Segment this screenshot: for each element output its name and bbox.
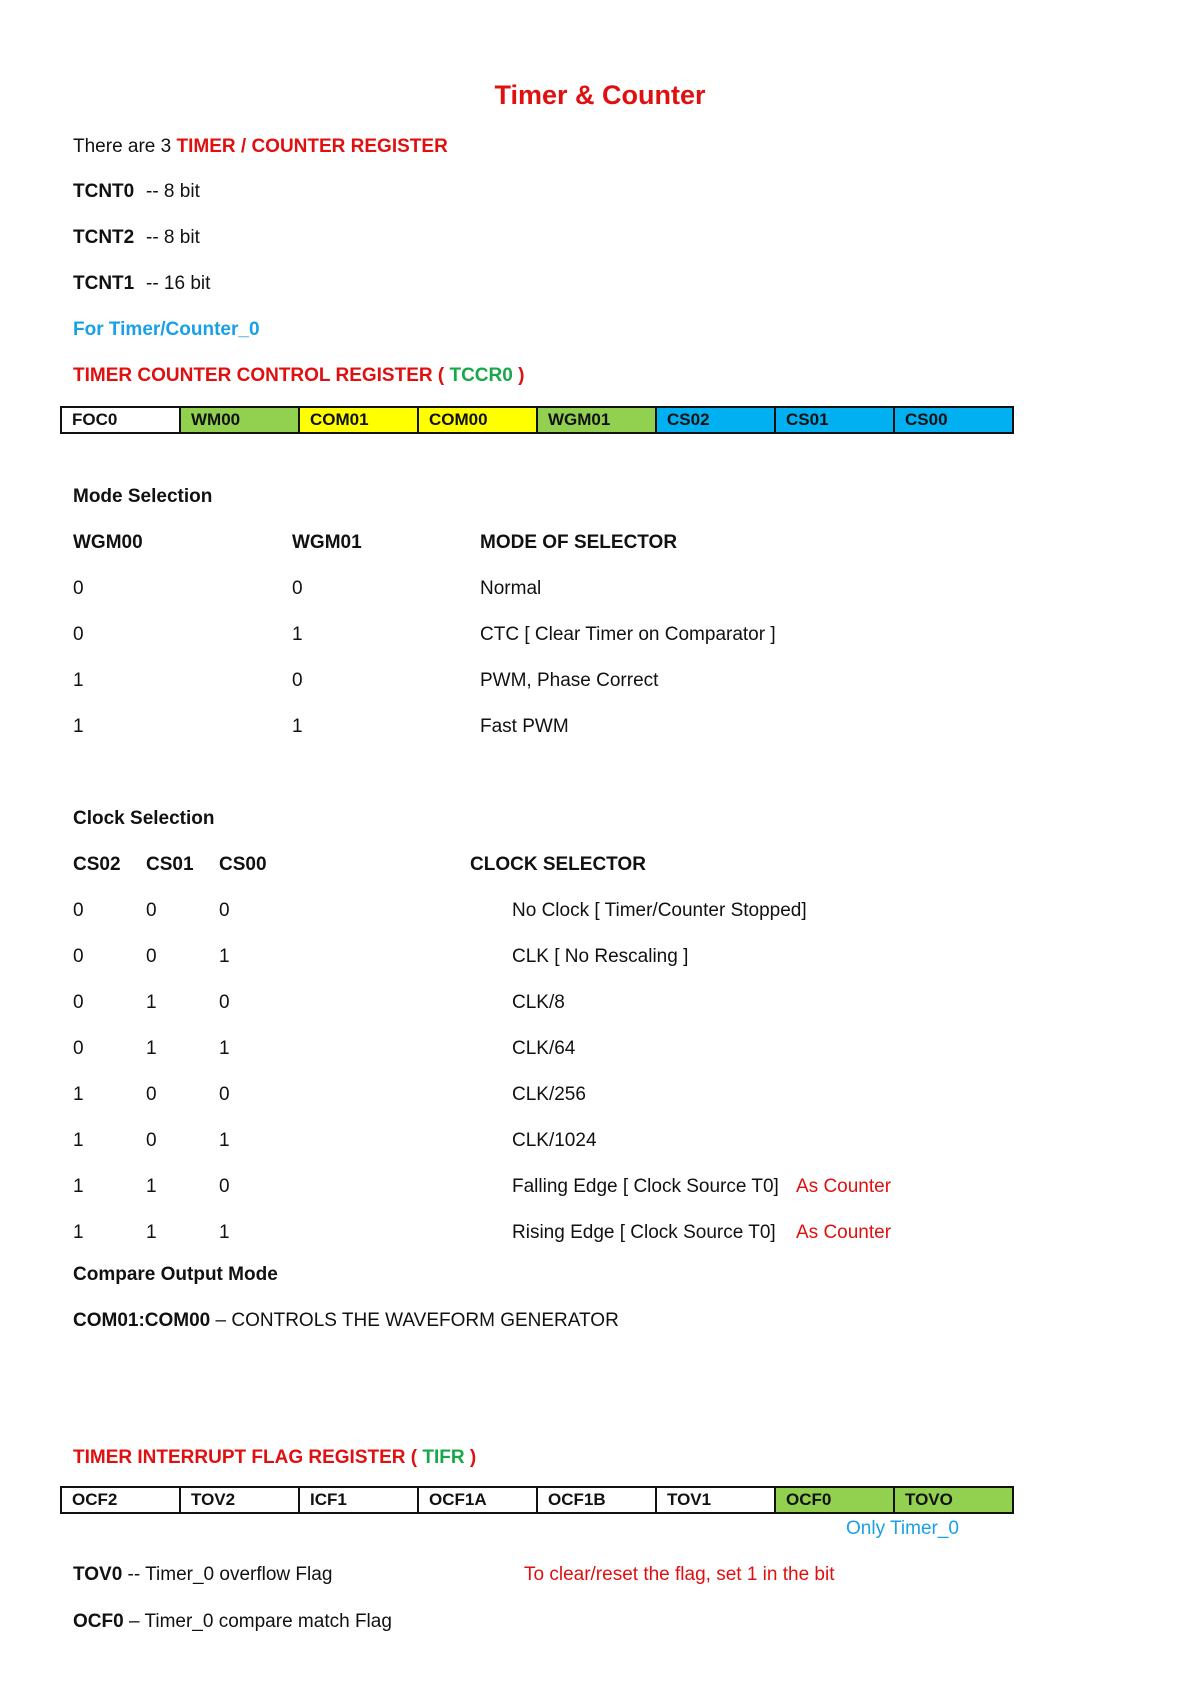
clear-flag-note: To clear/reset the flag, set 1 in the bit (524, 1564, 835, 1585)
intro-highlight: TIMER / COUNTER REGISTER (176, 136, 448, 157)
flag-name: OCF0 (73, 1611, 124, 1632)
only-timer0-note: Only Timer_0 (846, 1518, 959, 1539)
tifr-heading-suffix: ) (464, 1447, 477, 1468)
tifr-register-row (61, 1487, 1013, 1513)
register-bit-cell: FOC0 (61, 407, 180, 433)
tifr-heading-prefix: TIMER INTERRUPT FLAG REGISTER ( (73, 1447, 423, 1468)
register-bit-cell: COM00 (418, 407, 537, 433)
clock-cell: 1 (73, 1130, 84, 1151)
clock-cell: 0 (146, 1130, 157, 1151)
clock-header-cs02: CS02 (73, 854, 121, 875)
clock-selector-text: CLK/256 (512, 1084, 586, 1105)
mode-cell: 1 (292, 624, 303, 645)
counter-name: TCNT2 (73, 227, 135, 248)
clock-cell: 0 (219, 1176, 230, 1197)
clock-header-cs00: CS00 (219, 854, 267, 875)
clock-cell: 1 (73, 1222, 84, 1243)
register-bit-cell: TOV2 (180, 1487, 299, 1513)
clock-selector-text: CLK [ No Rescaling ] (512, 946, 689, 967)
clock-cell: 1 (219, 946, 230, 967)
register-bit-cell: TOV1 (656, 1487, 775, 1513)
flag-name: TOV0 (73, 1564, 123, 1585)
clock-cell: 1 (73, 1176, 84, 1197)
compare-output-heading: Compare Output Mode (73, 1264, 278, 1285)
register-bit-cell: CS00 (894, 407, 1013, 433)
tccr0-heading-suffix: ) (512, 365, 525, 386)
mode-cell: Normal (480, 578, 542, 599)
as-counter-note: As Counter (796, 1176, 892, 1197)
clock-cell: 0 (146, 900, 157, 921)
clock-selector-text: Rising Edge [ Clock Source T0] (512, 1222, 776, 1243)
mode-cell: 1 (292, 716, 303, 737)
counter-desc: -- 8 bit (146, 181, 200, 202)
clock-selector-text: CLK/64 (512, 1038, 576, 1059)
clock-selector-text: CLK/8 (512, 992, 565, 1013)
mode-cell: 0 (73, 578, 84, 599)
register-bit-cell: COM01 (299, 407, 418, 433)
clock-cell: 0 (219, 900, 230, 921)
mode-cell: 1 (73, 716, 84, 737)
tifr-heading (73, 1447, 476, 1469)
compare-output-bits: COM01:COM00 (73, 1310, 211, 1331)
tccr0-heading-prefix: TIMER COUNTER CONTROL REGISTER ( (73, 365, 450, 386)
clock-selection-heading: Clock Selection (73, 808, 215, 829)
mode-cell: 1 (73, 670, 84, 691)
clock-cell: 0 (219, 1084, 230, 1105)
counter-desc: -- 16 bit (146, 273, 211, 294)
mode-cell: PWM, Phase Correct (480, 670, 659, 691)
clock-cell: 1 (219, 1038, 230, 1059)
tifr-heading-name: TIFR (422, 1447, 465, 1468)
timer0-heading: For Timer/Counter_0 (73, 319, 260, 340)
clock-cell: 0 (73, 946, 84, 967)
mode-cell: 0 (292, 670, 303, 691)
clock-cell: 0 (73, 900, 84, 921)
as-counter-note: As Counter (796, 1222, 892, 1243)
counter-desc: -- 8 bit (146, 227, 200, 248)
clock-cell: 0 (219, 992, 230, 1013)
register-bit-cell: OCF2 (61, 1487, 180, 1513)
mode-cell: CTC [ Clear Timer on Comparator ] (480, 624, 776, 645)
tccr0-register-row (61, 407, 1013, 433)
register-bit-cell: TOVO (894, 1487, 1013, 1513)
register-bit-cell: OCF1A (418, 1487, 537, 1513)
clock-cell: 1 (73, 1084, 84, 1105)
mode-cell: 0 (73, 624, 84, 645)
clock-cell: 1 (146, 1222, 157, 1243)
flag-desc: – Timer_0 compare match Flag (123, 1611, 392, 1632)
intro-line (73, 136, 448, 158)
tifr-register-table (60, 1486, 1014, 1514)
clock-header-cs01: CS01 (146, 854, 194, 875)
tccr0-register-table (60, 406, 1014, 434)
clock-cell: 0 (146, 946, 157, 967)
clock-cell: 0 (73, 992, 84, 1013)
page-title: Timer & Counter (494, 80, 706, 110)
register-bit-cell: ICF1 (299, 1487, 418, 1513)
tccr0-heading (73, 365, 524, 387)
register-bit-cell: CS01 (775, 407, 894, 433)
clock-cell: 0 (146, 1084, 157, 1105)
register-bit-cell: OCF0 (775, 1487, 894, 1513)
mode-selection-heading: Mode Selection (73, 486, 213, 507)
clock-cell: 1 (219, 1130, 230, 1151)
mode-header-wgm00: WGM00 (73, 532, 143, 553)
clock-cell: 0 (73, 1038, 84, 1059)
tccr0-heading-name: TCCR0 (449, 365, 513, 386)
clock-cell: 1 (146, 1038, 157, 1059)
counter-name: TCNT1 (73, 273, 135, 294)
intro-prefix: There are 3 (73, 136, 177, 157)
register-bit-cell: WM00 (180, 407, 299, 433)
register-bit-cell: CS02 (656, 407, 775, 433)
clock-cell: 1 (146, 992, 157, 1013)
counter-name: TCNT0 (73, 181, 135, 202)
clock-selector-text: Falling Edge [ Clock Source T0] (512, 1176, 779, 1197)
mode-cell: Fast PWM (480, 716, 569, 737)
compare-output-line (73, 1310, 619, 1332)
clock-header-selector: CLOCK SELECTOR (470, 854, 646, 875)
clock-cell: 1 (219, 1222, 230, 1243)
flag-desc: -- Timer_0 overflow Flag (122, 1564, 333, 1585)
register-bit-cell: WGM01 (537, 407, 656, 433)
compare-output-desc: – CONTROLS THE WAVEFORM GENERATOR (210, 1310, 619, 1331)
clock-cell: 1 (146, 1176, 157, 1197)
clock-selector-text: No Clock [ Timer/Counter Stopped] (512, 900, 807, 921)
mode-header-selector: MODE OF SELECTOR (480, 532, 678, 553)
clock-selector-text: CLK/1024 (512, 1130, 597, 1151)
mode-header-wgm01: WGM01 (292, 532, 362, 553)
register-bit-cell: OCF1B (537, 1487, 656, 1513)
flag-line (73, 1564, 332, 1586)
flag-line (73, 1611, 392, 1633)
mode-cell: 0 (292, 578, 303, 599)
